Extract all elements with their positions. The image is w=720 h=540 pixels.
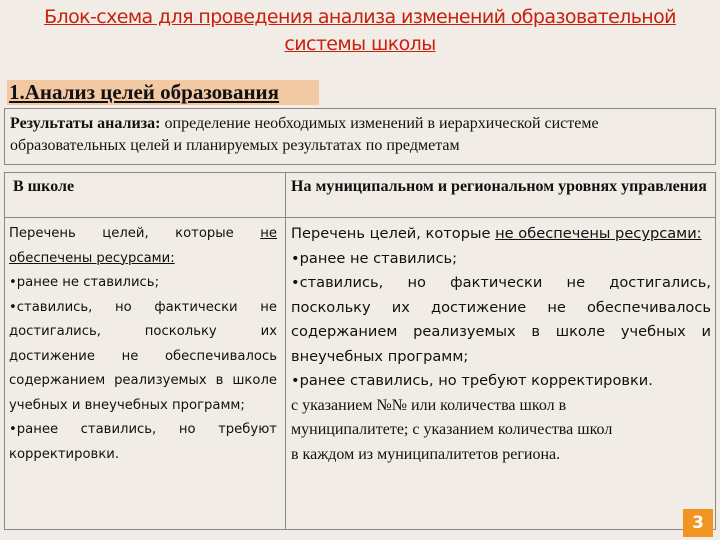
school-item-2: •ставились, но фактически не достигались, поскольку их достижение не обеспечивалось содержанием реализуемых в школе учебных и внеучебных программ;: [9, 299, 277, 413]
municipal-item-1: •ранее не ставились;: [291, 249, 458, 267]
municipal-note-3: в каждом из муниципалитетов региона.: [291, 445, 561, 463]
school-intro: [9, 222, 277, 271]
school-column-body: [9, 222, 277, 467]
school-item-1: •ранее не ставились;: [9, 275, 160, 290]
school-item-3: •ранее ставились, но требуют корректировки.: [9, 422, 277, 462]
school-intro-underlined: не обеспечены ресурсами:: [9, 226, 277, 266]
municipal-note-2: муниципалитете; с указанием количества школ: [291, 421, 613, 438]
municipal-column-body: [291, 222, 711, 467]
header-divider: [5, 217, 715, 218]
municipal-intro-text: Перечень целей, которые: [291, 225, 496, 242]
slide-title-line-2: системы школы: [284, 33, 436, 55]
section-heading: 1.Анализ целей образования: [7, 80, 319, 105]
municipal-intro: [291, 222, 711, 247]
school-column-header: В школе: [13, 178, 75, 195]
school-intro-text: Перечень целей, которые: [9, 226, 261, 241]
comparison-table: [4, 172, 716, 530]
municipal-column-header: На муниципальном и региональном уровнях управления: [291, 178, 707, 195]
slide-title-line-1: Блок-схема для проведения анализа изменений образовательной: [44, 6, 676, 28]
slide-title: [0, 4, 720, 58]
results-text: определение необходимых изменений в иерархической системе образовательных целей и планируемых результатах по предметам: [10, 115, 599, 154]
municipal-note-1: с указанием №№ или количества школ в: [291, 396, 567, 414]
column-divider: [285, 173, 286, 529]
analysis-results-box: [4, 108, 716, 165]
municipal-item-2: •ставились, но фактически не достигались, поскольку их достижение не обеспечивалось содержанием реализуемых в школе учебных и внеучебных программ;: [291, 274, 711, 365]
results-label: Результаты анализа:: [10, 115, 161, 132]
municipal-intro-underlined: не обеспечены ресурсами:: [495, 225, 702, 242]
page-number-badge: 3: [683, 509, 713, 537]
municipal-item-3: •ранее ставились, но требуют корректировки.: [291, 372, 653, 389]
